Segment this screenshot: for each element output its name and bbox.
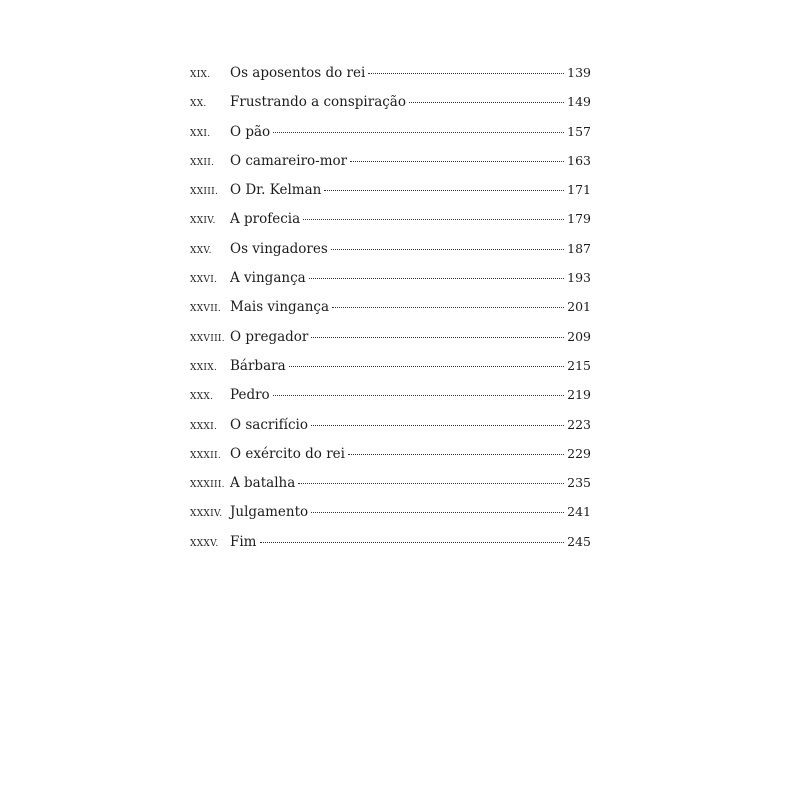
chapter-numeral: XXVI. xyxy=(190,275,218,286)
page-number: 223 xyxy=(567,416,591,432)
toc-entry xyxy=(190,382,591,411)
page-number: 163 xyxy=(567,152,591,168)
chapter-numeral: XXV. xyxy=(190,245,212,256)
toc-entry xyxy=(190,206,591,235)
chapter-numeral: XXXI. xyxy=(190,421,218,432)
page-number: 139 xyxy=(567,65,591,80)
chapter-title: Os vingadores xyxy=(230,240,328,257)
chapter-numeral: XXVII. xyxy=(190,304,222,315)
toc-entry xyxy=(190,177,591,206)
chapter-title: A profecia xyxy=(230,211,301,228)
chapter-numeral: XXXII. xyxy=(190,450,221,461)
toc-entry xyxy=(190,148,591,177)
chapter-title: O pão xyxy=(230,123,271,140)
dot-leader xyxy=(309,278,564,279)
chapter-numeral: XXXIII. xyxy=(190,480,225,491)
chapter-numeral: XIX. xyxy=(190,70,211,80)
dot-leader xyxy=(350,161,564,162)
chapter-title: O sacrifício xyxy=(230,416,308,433)
chapter-title: O camareiro-mor xyxy=(230,152,348,169)
dot-leader xyxy=(368,73,564,74)
dot-leader xyxy=(273,132,564,133)
dot-leader xyxy=(409,102,564,103)
chapter-numeral: XXX. xyxy=(190,392,214,403)
chapter-title: A vingança xyxy=(230,270,306,287)
page-number: 201 xyxy=(567,299,591,315)
chapter-title: Pedro xyxy=(230,387,270,404)
dot-leader xyxy=(303,219,564,220)
toc-entry xyxy=(190,499,591,528)
toc-entry xyxy=(190,324,591,353)
toc-entry xyxy=(190,89,591,118)
toc-entry xyxy=(190,236,591,265)
page-number: 229 xyxy=(567,445,591,461)
chapter-title: Frustrando a conspiração xyxy=(230,94,406,111)
dot-leader xyxy=(311,337,564,338)
page-number: 193 xyxy=(567,270,591,286)
dot-leader xyxy=(324,190,564,191)
chapter-title: Mais vingança xyxy=(230,299,330,316)
chapter-numeral: XXIV. xyxy=(190,216,216,227)
chapter-title: Bárbara xyxy=(230,357,286,374)
chapter-numeral: XXIX. xyxy=(190,362,218,373)
toc-entry xyxy=(190,119,591,148)
chapter-title: A batalha xyxy=(230,475,296,492)
dot-leader xyxy=(260,542,565,543)
chapter-numeral: XX. xyxy=(190,99,207,110)
page-number: 209 xyxy=(567,328,591,344)
toc-entry xyxy=(190,353,591,382)
dot-leader xyxy=(348,454,564,455)
toc-entry xyxy=(190,441,591,470)
toc-entry xyxy=(190,412,591,441)
page-number: 235 xyxy=(567,475,591,491)
dot-leader xyxy=(289,366,565,367)
chapter-title: Fim xyxy=(230,533,257,550)
page-number: 187 xyxy=(567,240,591,256)
toc-entry xyxy=(190,265,591,294)
dot-leader xyxy=(311,425,564,426)
chapter-numeral: XXXV. xyxy=(190,538,219,549)
page-number: 179 xyxy=(567,211,591,227)
chapter-numeral: XXII. xyxy=(190,157,215,168)
page-number: 245 xyxy=(567,533,591,549)
toc-entry xyxy=(190,529,591,558)
chapter-numeral: XXXIV. xyxy=(190,509,223,520)
chapter-title: O Dr. Kelman xyxy=(230,182,322,199)
chapter-title: Os aposentos do rei xyxy=(230,65,366,81)
dot-leader xyxy=(298,483,564,484)
toc-entry xyxy=(190,60,591,89)
page-number: 219 xyxy=(567,387,591,403)
toc-entry xyxy=(190,470,591,499)
dot-leader xyxy=(273,395,564,396)
chapter-numeral: XXI. xyxy=(190,128,211,139)
dot-leader xyxy=(332,307,564,308)
page-number: 241 xyxy=(567,504,591,520)
chapter-title: O pregador xyxy=(230,328,309,345)
page-number: 171 xyxy=(567,182,591,198)
dot-leader xyxy=(331,249,564,250)
page-number: 215 xyxy=(567,357,591,373)
toc-entry xyxy=(190,294,591,323)
table-of-contents xyxy=(190,60,591,558)
page-number: 149 xyxy=(567,94,591,110)
page-number: 157 xyxy=(567,123,591,139)
chapter-title: O exército do rei xyxy=(230,445,345,462)
dot-leader xyxy=(311,512,564,513)
chapter-numeral: XXIII. xyxy=(190,187,219,198)
chapter-title: Julgamento xyxy=(230,504,309,521)
chapter-numeral: XXVIII. xyxy=(190,333,225,344)
